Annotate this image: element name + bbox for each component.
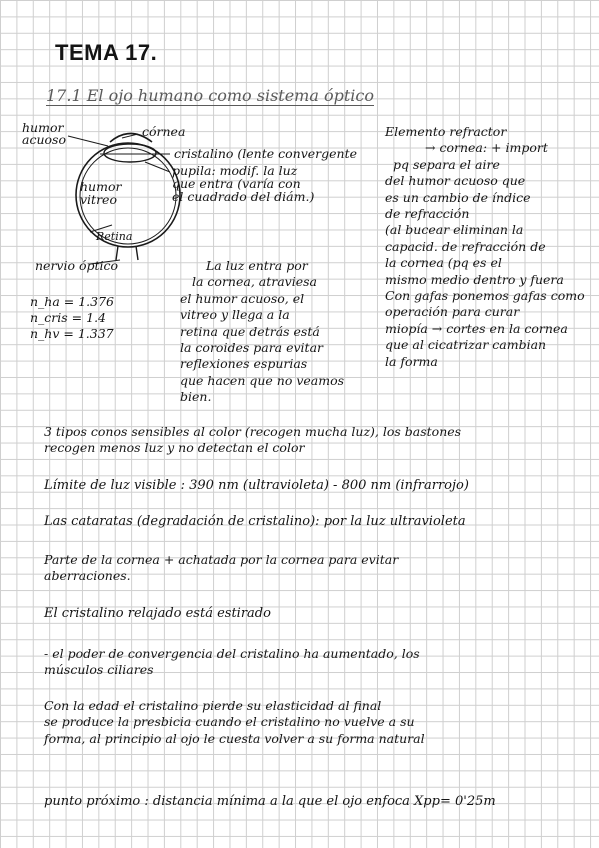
center-notes [180,258,344,406]
label-pupila: pupila: modif. la luz que entra (varía con el cuadrado del diám.) [172,163,315,204]
paragraph-cristalino-relajado: El cristalino relajado está estirado [44,606,271,621]
center-note: retina que detrás está [180,323,320,339]
right-notes [385,124,585,370]
right-note: la forma [385,353,438,369]
center-note: la coroides para evitar [180,340,323,356]
section-subtitle: 17.1 El ojo humano como sistema óptico [46,86,374,105]
right-note: miopía → cortes en la cornea [385,320,568,336]
label-cornea: córnea [142,124,186,139]
refractive-indices [30,294,114,342]
index-humor-acuoso: n_ha = 1.376 [30,294,115,309]
label-humor-vitreo: humor vitreo [80,179,122,207]
right-note: (al bucear eliminan la [385,222,524,238]
right-note: → cornea: + import [425,140,548,156]
center-note: el humor acuoso, el [180,290,305,306]
paragraph-punto-proximo: punto próximo : distancia mínima a la que el ojo enfoca Xpp= 0'25m [44,794,496,809]
index-cristalino: n_cris = 1.4 [30,310,106,325]
center-note: que hacen que no veamos [180,372,345,388]
label-retina: Retina [96,230,133,243]
right-note: Elemento refractor [385,124,507,139]
page-title: TEMA 17. [55,40,158,65]
right-note: operación para curar [385,304,520,320]
optic-nerve-shape [116,246,138,260]
paragraph-conos: 3 tipos conos sensibles al color (recogen mucha luz), los bastones recogen menos luz y no detectan el color [44,424,462,456]
center-note: La luz entra por [206,258,308,273]
paragraph-limite-luz: Límite de luz visible : 390 nm (ultravioleta) - 800 nm (infrarrojo) [44,478,469,493]
center-note: la cornea, atraviesa [192,274,317,290]
center-note: reflexiones espurias [180,356,308,372]
center-note: vitreo y llega a la [180,307,290,323]
label-nervio-optico: nervio óptico [35,258,119,273]
right-note: del humor acuoso que [385,173,526,189]
index-humor-vitreo: n_hv = 1.337 [30,326,114,341]
paragraph-edad: Con la edad el cristalino pierde su elasticidad al final se produce la presbicia cuando el cristalino no vuelve a su forma, al principio al ojo le cuesta volver a su forma natural [44,698,425,746]
paragraph-cornea: Parte de la cornea + achatada por la cornea para evitar aberraciones. [44,552,399,584]
right-note: de refracción [385,206,470,222]
right-note: la cornea (pq es el [385,255,502,271]
right-note: mismo medio dentro y fuera [385,271,564,287]
right-note: capacid. de refracción de [385,238,546,254]
right-note: que al cicatrizar cambian [385,337,547,353]
right-note: es un cambio de índice [385,189,531,205]
right-note: Con gafas ponemos gafas como [385,288,585,304]
right-note: pq separa el aire [393,156,500,172]
label-cristalino: cristalino (lente convergente [174,146,358,161]
center-note: bien. [180,389,212,405]
label-humor-acuoso: humor acuoso [22,120,66,147]
paragraph-cataratas: Las cataratas (degradación de cristalino): por la luz ultravioleta [44,514,466,529]
paragraph-poder-convergencia: - el poder de convergencia del cristalino ha aumentado, los músculos ciliares [44,646,420,678]
